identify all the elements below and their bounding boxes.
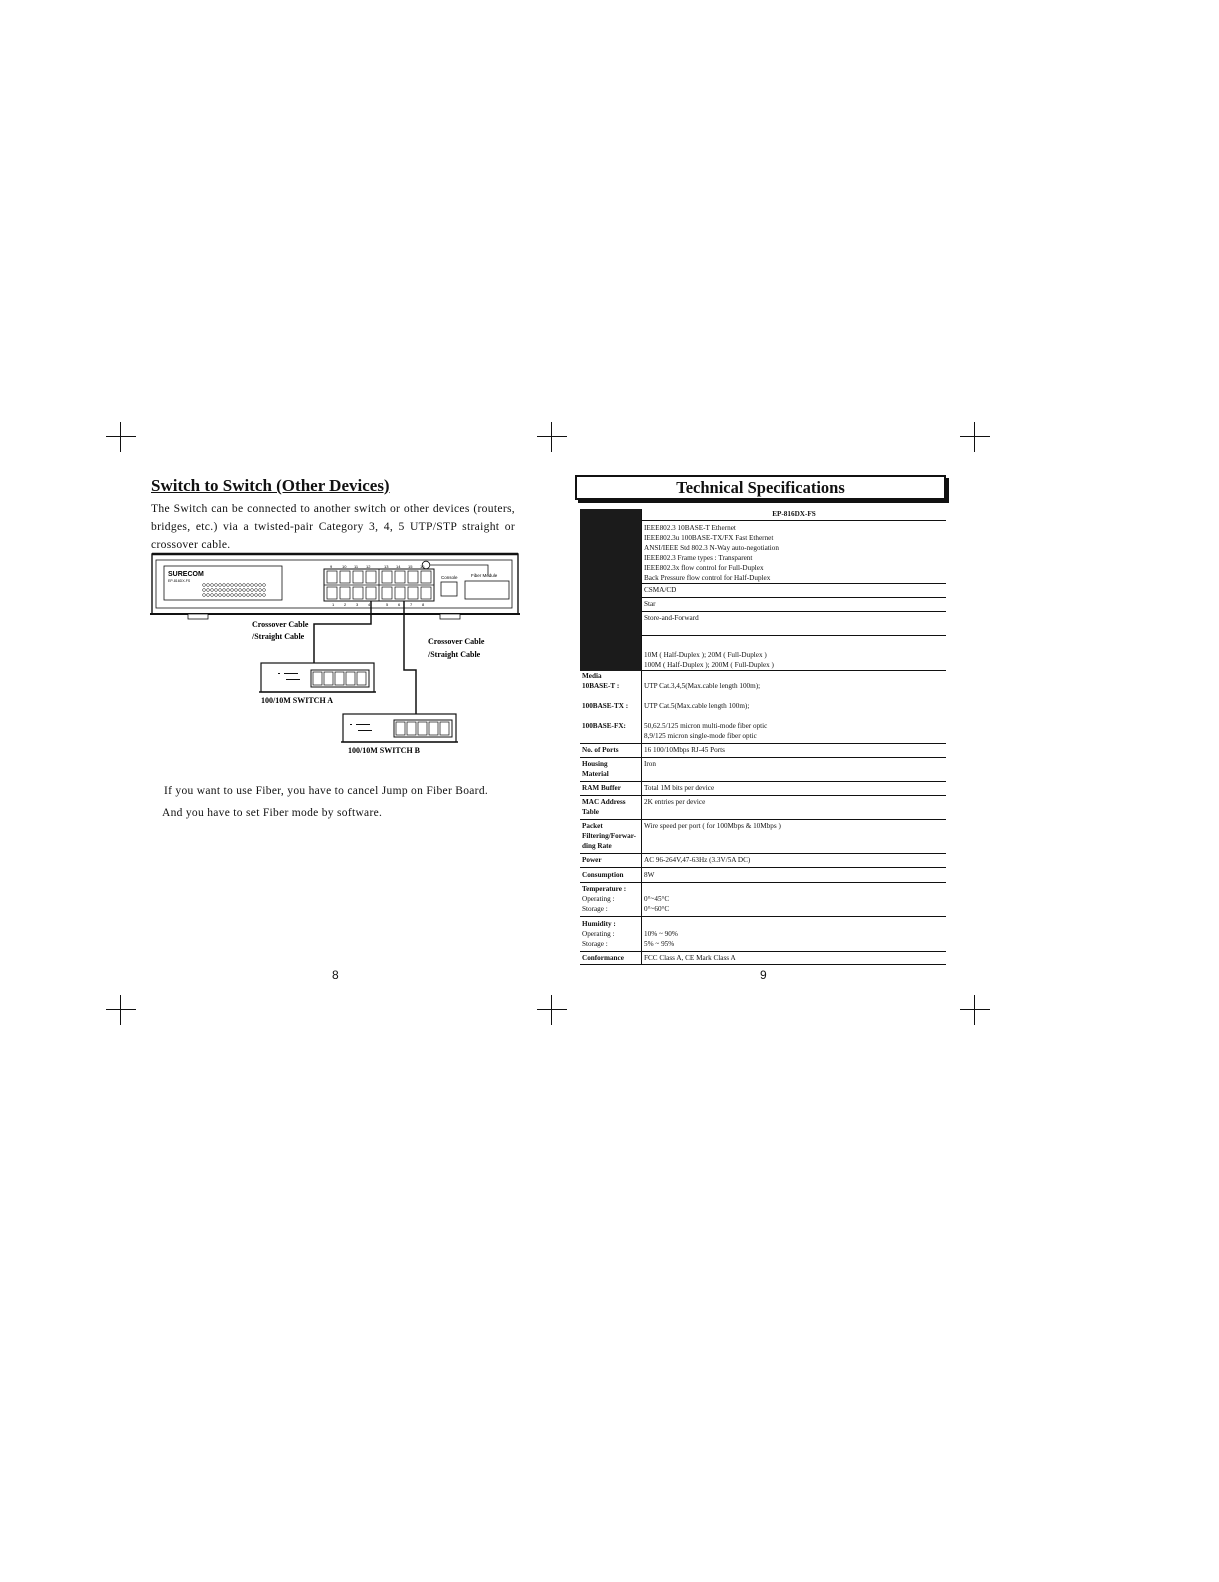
crop-mark-bottom-left: [106, 995, 136, 1025]
temp-value-cell: [642, 883, 947, 917]
cable-label-1b: /Straight Cable: [252, 632, 305, 641]
hum-op-label: Operating :: [582, 930, 615, 938]
switch-a-label: 100/10M SWITCH A: [261, 696, 334, 705]
hum-label-cell: [580, 917, 642, 952]
spec-row-consumption: [580, 868, 946, 883]
cable-label-1a: Crossover Cable: [252, 620, 309, 629]
crop-mark-bottom-right: [960, 995, 990, 1025]
port-num-2: 2: [344, 602, 347, 607]
hum-label: Humidity :: [582, 920, 616, 928]
ports-value: 16 100/10Mbps RJ-45 Ports: [642, 744, 947, 758]
spec-row-humidity: [580, 917, 946, 952]
packet-label-3: ding Rate: [582, 842, 612, 850]
spec-speed-cell: [642, 636, 947, 671]
conformance-label: Conformance: [580, 952, 642, 965]
temp-op-label: Operating :: [582, 895, 615, 903]
temp-op-value: 0°~45°C: [644, 895, 670, 903]
packet-value: Wire speed per port ( for 100Mbps & 10Mbps ): [642, 820, 947, 854]
ports-label: No. of Ports: [580, 744, 642, 758]
port-num-14: 14: [396, 564, 401, 569]
power-value: AC 96-264V,47-63Hz (3.3V/5A DC): [642, 854, 947, 868]
spec-row-temperature: [580, 883, 946, 917]
hum-value-cell: [642, 917, 947, 952]
housing-label-2: Material: [582, 770, 609, 778]
spec-title: Technical Specifications: [676, 478, 845, 497]
spec-table: [580, 509, 946, 965]
fiber-note-2: And you have to set Fiber mode by software.: [162, 807, 383, 819]
packet-label-1: Packet: [582, 822, 603, 830]
model-label: EP-816DX-FS: [168, 579, 191, 583]
media-100tx-value: UTP Cat.5(Max.cable length 100m);: [644, 702, 750, 710]
port-num-4: 4: [368, 602, 371, 607]
spec-row-conformance: [580, 952, 946, 965]
spec-row-mac: [580, 796, 946, 820]
consumption-label: Consumption: [580, 868, 642, 883]
page-number-right: 9: [760, 968, 767, 982]
standard-item: IEEE802.3 Frame types : Transparent: [644, 554, 753, 562]
hum-st-value: 5% ~ 95%: [644, 940, 675, 948]
spec-topology-value: Star: [642, 598, 947, 612]
port-num-3: 3: [356, 602, 359, 607]
fiber-module-label: Fiber Module: [471, 573, 498, 578]
spec-switching-value: Store-and-Forward: [642, 612, 947, 636]
temp-label-cell: [580, 883, 642, 917]
housing-value: Iron: [642, 758, 947, 782]
mac-label-1: MAC Address: [582, 798, 626, 806]
temp-st-label: Storage :: [582, 905, 608, 913]
crop-mark-top-right: [960, 422, 990, 452]
brand-label: SURECOM: [168, 571, 204, 578]
switch-connection-diagram: [150, 552, 522, 762]
page-number-left: 8: [332, 968, 339, 982]
housing-label-1: Housing: [582, 760, 608, 768]
media-100fx-value-2: 8,9/125 micron single-mode fiber optic: [644, 732, 757, 740]
port-num-6: 6: [398, 602, 401, 607]
temp-st-value: 0°~60°C: [644, 905, 670, 913]
port-num-13: 13: [384, 564, 389, 569]
spec-row-packet: [580, 820, 946, 854]
spec-dark-label-cell: [580, 509, 642, 671]
housing-label-cell: [580, 758, 642, 782]
cable-label-2a: Crossover Cable: [428, 637, 485, 646]
media-10-value: UTP Cat.3,4,5(Max.cable length 100m);: [644, 682, 761, 690]
crop-mark-top-left: [106, 422, 136, 452]
standard-item: ANSI/IEEE Std 802.3 N-Way auto-negotiation: [644, 544, 779, 552]
intro-paragraph: The Switch can be connected to another switch or other devices (routers, bridges, etc.) via a twisted-pair Category 3, 4, 5 UTP/STP straight or crossover cable.: [151, 502, 515, 551]
port-num-11: 11: [354, 564, 359, 569]
media-10-label: 10BASE-T :: [582, 681, 620, 690]
standard-item: IEEE802.3x flow control for Full-Duplex: [644, 564, 764, 572]
spec-media-value-cell: [642, 671, 947, 744]
port-num-5: 5: [386, 602, 389, 607]
standard-item: Back Pressure flow control for Half-Duplex: [644, 574, 771, 582]
crop-mark-bottom-center: [537, 995, 567, 1025]
port-num-10: 10: [342, 564, 347, 569]
packet-label-2: Filtering/Forwar-: [582, 832, 637, 840]
power-label: Power: [580, 854, 642, 868]
speed-line-1: 10M ( Half-Duplex ); 20M ( Full-Duplex ): [644, 651, 767, 659]
mac-label-2: Table: [582, 808, 599, 816]
console-label: Console: [441, 575, 458, 580]
spec-row-header: [580, 509, 946, 521]
port-num-9: 9: [330, 564, 333, 569]
spec-protocol-value: CSMA/CD: [642, 584, 947, 598]
spec-standards-cell: [642, 521, 947, 584]
switch-b-label: 100/10M SWITCH B: [348, 746, 421, 755]
spec-row-power: [580, 854, 946, 868]
crop-mark-top-center: [537, 422, 567, 452]
port-num-12: 12: [366, 564, 371, 569]
fiber-note-1: If you want to use Fiber, you have to cancel Jump on Fiber Board.: [164, 785, 489, 797]
standard-item: IEEE802.3 10BASE-T Ethernet: [644, 524, 736, 532]
hum-op-value: 10% ~ 90%: [644, 930, 678, 938]
hum-st-label: Storage :: [582, 940, 608, 948]
port-num-7: 7: [410, 602, 413, 607]
consumption-value: 8W: [642, 868, 947, 883]
mac-value: 2K entries per device: [642, 796, 947, 820]
ram-value: Total 1M bits per device: [642, 782, 947, 796]
switch-b-ports: [394, 720, 452, 737]
port-num-16: 16: [420, 564, 425, 569]
conformance-value: FCC Class A, CE Mark Class A: [642, 952, 947, 965]
spec-row-housing: [580, 758, 946, 782]
spec-title-box: [575, 475, 946, 500]
media-label: Media: [582, 671, 602, 680]
media-100tx-label: 100BASE-TX :: [582, 701, 629, 710]
temp-label: Temperature :: [582, 885, 627, 893]
spec-row-ports: [580, 744, 946, 758]
packet-label-cell: [580, 820, 642, 854]
ram-label: RAM Buffer: [580, 782, 642, 796]
port-num-1: 1: [332, 602, 335, 607]
cable-to-switch-b: [404, 601, 416, 717]
media-100fx-value-1: 50,62.5/125 micron multi-mode fiber optic: [644, 722, 768, 730]
spec-media-label-cell: [580, 671, 642, 744]
standard-item: IEEE802.3u 100BASE-TX/FX Fast Ethernet: [644, 534, 774, 542]
spec-model-header: EP-816DX-FS: [642, 509, 947, 521]
speed-line-2: 100M ( Half-Duplex ); 200M ( Full-Duplex ): [644, 661, 774, 669]
mac-label-cell: [580, 796, 642, 820]
switch-a-ports: [311, 670, 369, 687]
cable-label-2b: /Straight Cable: [428, 650, 481, 659]
port-num-15: 15: [408, 564, 413, 569]
spec-row-ram: [580, 782, 946, 796]
spec-row-media: [580, 671, 946, 744]
section-title: Switch to Switch (Other Devices): [151, 476, 390, 495]
media-100fx-label: 100BASE-FX:: [582, 721, 626, 730]
port-num-8: 8: [422, 602, 425, 607]
